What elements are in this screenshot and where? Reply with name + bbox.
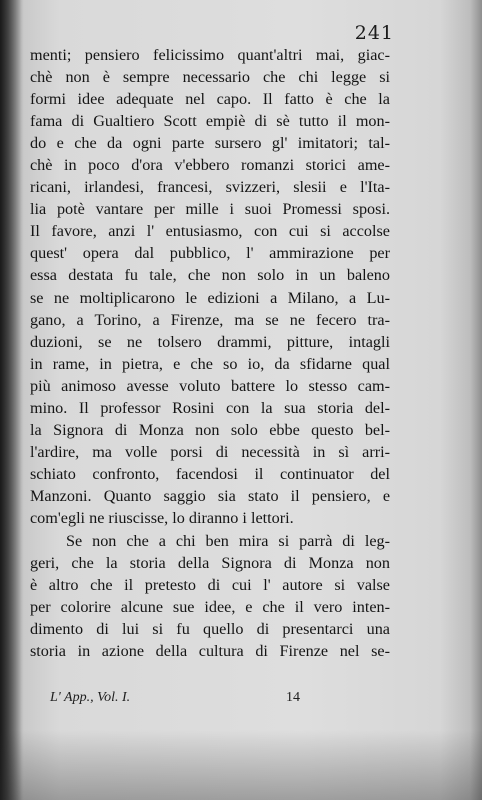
- signature-number: 14: [286, 690, 300, 705]
- text-line: dimento di lui si fu quello di presentarci una: [30, 620, 390, 639]
- text-line: geri, che la storia della Signora di Monza non: [30, 554, 390, 573]
- bottom-shade: [0, 730, 482, 800]
- text-line: do e che da ogni parte sursero gl' imitatori; tal-: [30, 134, 390, 153]
- text-line: storia in azione della cultura di Firenze nel se-: [30, 642, 390, 661]
- text-line: chè in poco d'ora v'ebbero romanzi storici ame-: [30, 156, 390, 175]
- text-line: fama di Gualtiero Scott empiè di sè tutto il mon-: [30, 112, 390, 131]
- text-line: gano, a Torino, a Firenze, ma se ne fecero tra-: [30, 310, 390, 329]
- text-line: duzioni, se ne tolsero drammi, pitture, intagli: [30, 332, 390, 351]
- text-line: essa destata fu tale, che non solo in un baleno: [30, 266, 390, 285]
- text-line: l'ardire, ma volle porsi di necessità in sì arri-: [30, 442, 390, 461]
- text-line: menti; pensiero felicissimo quant'altri mai, giac-: [30, 46, 390, 64]
- text-line: lia potè vantare per mille i suoi Promessi sposi.: [30, 200, 390, 219]
- body-text: [30, 44, 390, 662]
- text-line: Il favore, anzi l' entusiasmo, con cui si accolse: [30, 222, 390, 241]
- text-line: mino. Il professor Rosini con la sua storia del-: [30, 398, 390, 417]
- signature-mark: L' App., Vol. I.: [50, 690, 131, 705]
- text-line: la Signora di Monza non solo ebbe questo bel-: [30, 420, 390, 439]
- text-line: schiato confronto, facendosi il continuator del: [30, 464, 390, 483]
- text-line: com'egli ne riuscisse, lo diranno i lettori.: [30, 508, 294, 527]
- text-line: quest' opera dal pubblico, l' ammirazione per: [30, 244, 390, 263]
- text-line: Manzoni. Quanto saggio sia stato il pensiero, e: [30, 486, 390, 505]
- text-line: in rame, in pietra, e che so io, da sfidarne qual: [30, 354, 390, 373]
- text-line: se ne moltiplicarono le edizioni a Milano, a Lu-: [30, 288, 390, 307]
- text-line: formi idee adequate nel capo. Il fatto è che la: [30, 90, 390, 109]
- text-line: è altro che il pretesto di cui l' autore si valse: [30, 576, 390, 595]
- text-line: Se non che a chi ben mira si parrà di leg-: [66, 532, 390, 551]
- text-line: più animoso avesse voluto battere lo stesso cam-: [30, 376, 390, 395]
- spine-shadow: [0, 0, 24, 800]
- text-line: ricani, irlandesi, francesi, svizzeri, slesii e l'Ita-: [30, 178, 390, 197]
- text-line: chè non è sempre necessario che chi legge si: [30, 68, 390, 87]
- text-line: per colorire alcune sue idee, e che il vero inten-: [30, 598, 390, 617]
- page-number: 241: [354, 22, 394, 44]
